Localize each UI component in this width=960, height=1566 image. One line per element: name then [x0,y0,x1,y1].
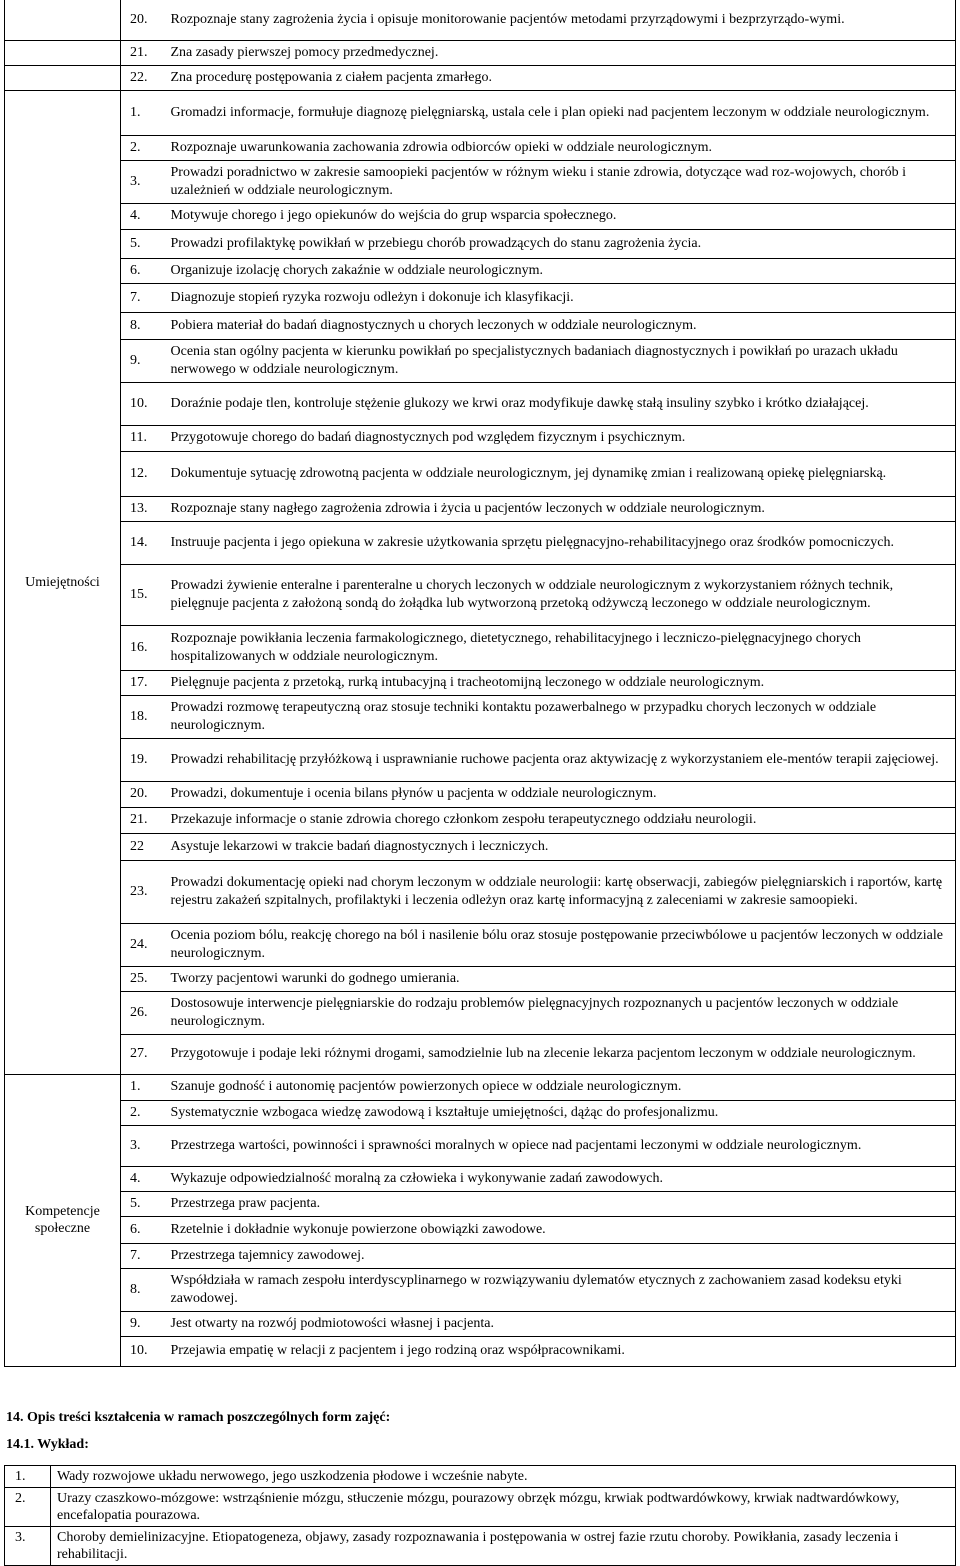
table-row [5,833,956,860]
table-row [5,339,956,382]
row-number: 5. [121,1191,163,1216]
row-number: 21. [121,40,163,65]
row-text: Przygotowuje chorego do badań diagnostycznych pod względem fizycznym i psychicznym. [163,425,956,451]
table-row [5,1466,956,1488]
row-text: Pielęgnuje pacjenta z przetoką, rurką intubacyjną i tracheotomijną leczonego w oddziale neurologicznym. [163,670,956,695]
table-row [5,860,956,923]
row-number: 14. [121,521,163,564]
table-row [5,90,956,135]
row-number: 6. [121,1216,163,1243]
row-text: Współdziała w ramach zespołu interdyscyplinarnego w rozwiązywaniu dylematów etycznych z zachowaniem zasad kodeksu etyki zawodowej. [163,1268,956,1311]
row-text: Systematycznie wzbogaca wiedzę zawodową i kształtuje umiejętności, dążąc do profesjonalizmu. [163,1100,956,1125]
table-row [5,1336,956,1366]
row-number: 8. [121,1268,163,1311]
table-row [5,1527,956,1566]
row-number: 15. [121,564,163,625]
row-number: 8. [121,312,163,339]
row-text: Gromadzi informacje, formułuje diagnozę pielęgniarską, ustala cele i plan opieki nad pacjentem leczonym w oddziale neurologicznym. [163,90,956,135]
table-row [5,40,956,65]
table-row [5,65,956,90]
row-text: Ocenia poziom bólu, reakcję chorego na ból i nasilenie bólu oraz stosuje postępowanie przeciwbólowe u pacjentów leczonych w oddziale neurologicznym. [163,923,956,966]
row-text: Prowadzi żywienie enteralne i parenteralne u chorych leczonych w oddziale neurologicznym z wykorzystaniem różnych technik, pielęgnuje pacjenta z założoną sondą do żołądka lub wytworzoną przetoką odżywczą leczonego w oddziale neurologicznym. [163,564,956,625]
row-number: 21. [121,807,163,833]
row-number: 3. [121,1125,163,1166]
table-row [5,807,956,833]
row-text: Zna procedurę postępowania z ciałem pacjenta zmarłego. [163,65,956,90]
row-number: 1. [121,1074,163,1100]
row-text: Rzetelnie i dokładnie wykonuje powierzone obowiązki zawodowe. [163,1216,956,1243]
row-number: 22 [121,833,163,860]
row-number: 10. [121,382,163,425]
row-text: Przestrzega wartości, powinności i sprawności moralnych w opiece nad pacjentami leczonymi w oddziale neurologicznym. [163,1125,956,1166]
row-number: 25. [121,966,163,991]
row-text: Prowadzi rozmowę terapeutyczną oraz stosuje techniki kontaktu pozawerbalnego w przypadku chorych leczonych w oddziale neurologicznym. [163,695,956,738]
table-row [5,738,956,781]
row-number: 7. [121,283,163,312]
row-number: 3. [121,160,163,203]
table-row [5,451,956,496]
row-number: 2. [5,1488,51,1527]
row-number: 9. [121,339,163,382]
row-text: Jest otwarty na rozwój podmiotowości własnej i pacjenta. [163,1311,956,1336]
row-text: Instruuje pacjenta i jego opiekuna w zakresie użytkowania sprzętu pielęgnacyjno-rehabilitacyjnego oraz środków pomocniczych. [163,521,956,564]
table-row [5,496,956,521]
row-text: Prowadzi, dokumentuje i ocenia bilans płynów u pacjenta w oddziale neurologicznym. [163,781,956,807]
table-row [5,135,956,160]
row-number: 2. [121,135,163,160]
row-number: 22. [121,65,163,90]
row-text: Wady rozwojowe układu nerwowego, jego uszkodzenia płodowe i wcześnie nabyte. [51,1466,956,1488]
table-row [5,312,956,339]
row-number: 1. [121,90,163,135]
row-text: Dostosowuje interwencje pielęgniarskie do rodzaju problemów pielęgnacyjnych rozpoznanych u pacjentów leczonych w oddziale neurologicznym. [163,991,956,1034]
row-number: 24. [121,923,163,966]
section-heading: 14. Opis treści kształcenia w ramach poszczególnych form zajęć: [6,1410,391,1425]
row-text: Prowadzi dokumentację opieki nad chorym leczonym w oddziale neurologii: kartę obserwacji, zabiegów pielęgniarskich i raportów, kartę rejestru zakażeń szpitalnych, profilaktyki i leczenia odleżyn oraz kartę informacyjną z zaleceniami w zakresie samoopieki. [163,860,956,923]
table-row [5,1243,956,1268]
row-text: Ocenia stan ogólny pacjenta w kierunku powikłań po specjalistycznych badaniach diagnostycznych i powikłań po urazach układu nerwowego w oddziale neurologicznym. [163,339,956,382]
skills-category-label: Umiejętności [5,90,121,1074]
table-row [5,521,956,564]
sub-heading: 14.1. Wykład: [6,1437,89,1452]
table-row [5,564,956,625]
row-number: 20. [121,0,163,40]
row-number: 20. [121,781,163,807]
row-text: Rozpoznaje uwarunkowania zachowania zdrowia odbiorców opieki w oddziale neurologicznym. [163,135,956,160]
table-row [5,160,956,203]
row-number: 1. [5,1466,51,1488]
row-number: 5. [121,229,163,258]
row-number: 3. [5,1527,51,1566]
row-text: Rozpoznaje stany nagłego zagrożenia zdrowia i życia u pacjentów leczonych w oddziale neurologicznym. [163,496,956,521]
table-row [5,382,956,425]
table-row [5,1100,956,1125]
row-number: 9. [121,1311,163,1336]
row-text: Choroby demielinizacyjne. Etiopatogeneza, objawy, zasady rozpoznawania i postępowania w ostrej fazie rzutu choroby. Powikłania, zasady leczenia i rehabilitacji. [51,1527,956,1566]
social-category-label: Kompetencje społeczne [5,1074,121,1366]
row-number: 4. [121,203,163,229]
row-text: Tworzy pacjentowi warunki do godnego umierania. [163,966,956,991]
row-text: Asystuje lekarzowi w trakcie badań diagnostycznych i leczniczych. [163,833,956,860]
table-row [5,203,956,229]
row-text: Motywuje chorego i jego opiekunów do wejścia do grup wsparcia społecznego. [163,203,956,229]
row-number: 18. [121,695,163,738]
row-number: 19. [121,738,163,781]
row-text: Przejawia empatię w relacji z pacjentem i jego rodziną oraz współpracownikami. [163,1336,956,1366]
row-text: Szanuje godność i autonomię pacjentów powierzonych opiece w oddziale neurologicznym. [163,1074,956,1100]
learning-outcomes-table [4,0,956,1367]
row-number: 16. [121,625,163,670]
table-row [5,229,956,258]
row-text: Dokumentuje sytuację zdrowotną pacjenta w oddziale neurologicznym, jej dynamikę zmian i realizowaną opiekę pielęgniarską. [163,451,956,496]
row-number: 11. [121,425,163,451]
row-text: Rozpoznaje stany zagrożenia życia i opisuje monitorowanie pacjentów metodami przyrządowymi i bezprzyrządo-wymi. [163,0,956,40]
row-number: 4. [121,1166,163,1191]
lecture-table [4,1465,956,1566]
table-row [5,258,956,283]
knowledge-category-cell [5,65,121,90]
row-number: 2. [121,1100,163,1125]
row-number: 6. [121,258,163,283]
row-text: Przygotowuje i podaje leki różnymi drogami, samodzielnie lub na zlecenie lekarza pacjentom leczonym w oddziale neurologicznym. [163,1034,956,1074]
row-number: 27. [121,1034,163,1074]
table-row [5,781,956,807]
row-text: Doraźnie podaje tlen, kontroluje stężenie glukozy we krwi oraz modyfikuje dawkę stałą insuliny szybko i krótko działającej. [163,382,956,425]
row-text: Wykazuje odpowiedzialność moralną za człowieka i wykonywanie zadań zawodowych. [163,1166,956,1191]
table-row [5,425,956,451]
row-number: 7. [121,1243,163,1268]
knowledge-category-cell [5,0,121,40]
row-number: 10. [121,1336,163,1366]
row-text: Prowadzi profilaktykę powikłań w przebiegu chorób prowadzących do stanu zagrożenia życia. [163,229,956,258]
table-row [5,1311,956,1336]
table-row [5,1034,956,1074]
table-row [5,991,956,1034]
row-text: Organizuje izolację chorych zakaźnie w oddziale neurologicznym. [163,258,956,283]
knowledge-category-cell [5,40,121,65]
row-number: 12. [121,451,163,496]
row-text: Przekazuje informacje o stanie zdrowia chorego członkom zespołu terapeutycznego oddziału neurologii. [163,807,956,833]
row-text: Prowadzi poradnictwo w zakresie samoopieki pacjentów w różnym wieku i stanie zdrowia, dotyczące wad roz-wojowych, chorób i uzależnień w oddziale neurologicznym. [163,160,956,203]
row-number: 23. [121,860,163,923]
row-text: Przestrzega tajemnicy zawodowej. [163,1243,956,1268]
table-row [5,1166,956,1191]
table-row [5,1488,956,1527]
row-text: Prowadzi rehabilitację przyłóżkową i usprawnianie ruchowe pacjenta oraz aktywizację z wykorzystaniem ele-mentów terapii zajęciowej. [163,738,956,781]
table-row [5,1268,956,1311]
row-text: Pobiera materiał do badań diagnostycznych u chorych leczonych w oddziale neurologicznym. [163,312,956,339]
row-text: Urazy czaszkowo-mózgowe: wstrząśnienie mózgu, stłuczenie mózgu, pourazowy obrzęk mózgu, krwiak podtwardówkowy, krwiak nadtwardówkowy, encefalopatia pourazowa. [51,1488,956,1527]
table-row [5,923,956,966]
row-number: 26. [121,991,163,1034]
row-text: Przestrzega praw pacjenta. [163,1191,956,1216]
row-number: 13. [121,496,163,521]
table-row [5,1125,956,1166]
table-row [5,0,956,40]
row-text: Zna zasady pierwszej pomocy przedmedycznej. [163,40,956,65]
table-row [5,670,956,695]
table-row [5,1191,956,1216]
table-row [5,1074,956,1100]
row-number: 17. [121,670,163,695]
table-row [5,966,956,991]
table-row [5,283,956,312]
table-row [5,695,956,738]
table-row [5,625,956,670]
table-row [5,1216,956,1243]
row-text: Rozpoznaje powikłania leczenia farmakologicznego, dietetycznego, rehabilitacyjnego i leczniczo-pielęgnacyjnego chorych hospitalizowanych w oddziale neurologicznym. [163,625,956,670]
row-text: Diagnozuje stopień ryzyka rozwoju odleżyn i dokonuje ich klasyfikacji. [163,283,956,312]
